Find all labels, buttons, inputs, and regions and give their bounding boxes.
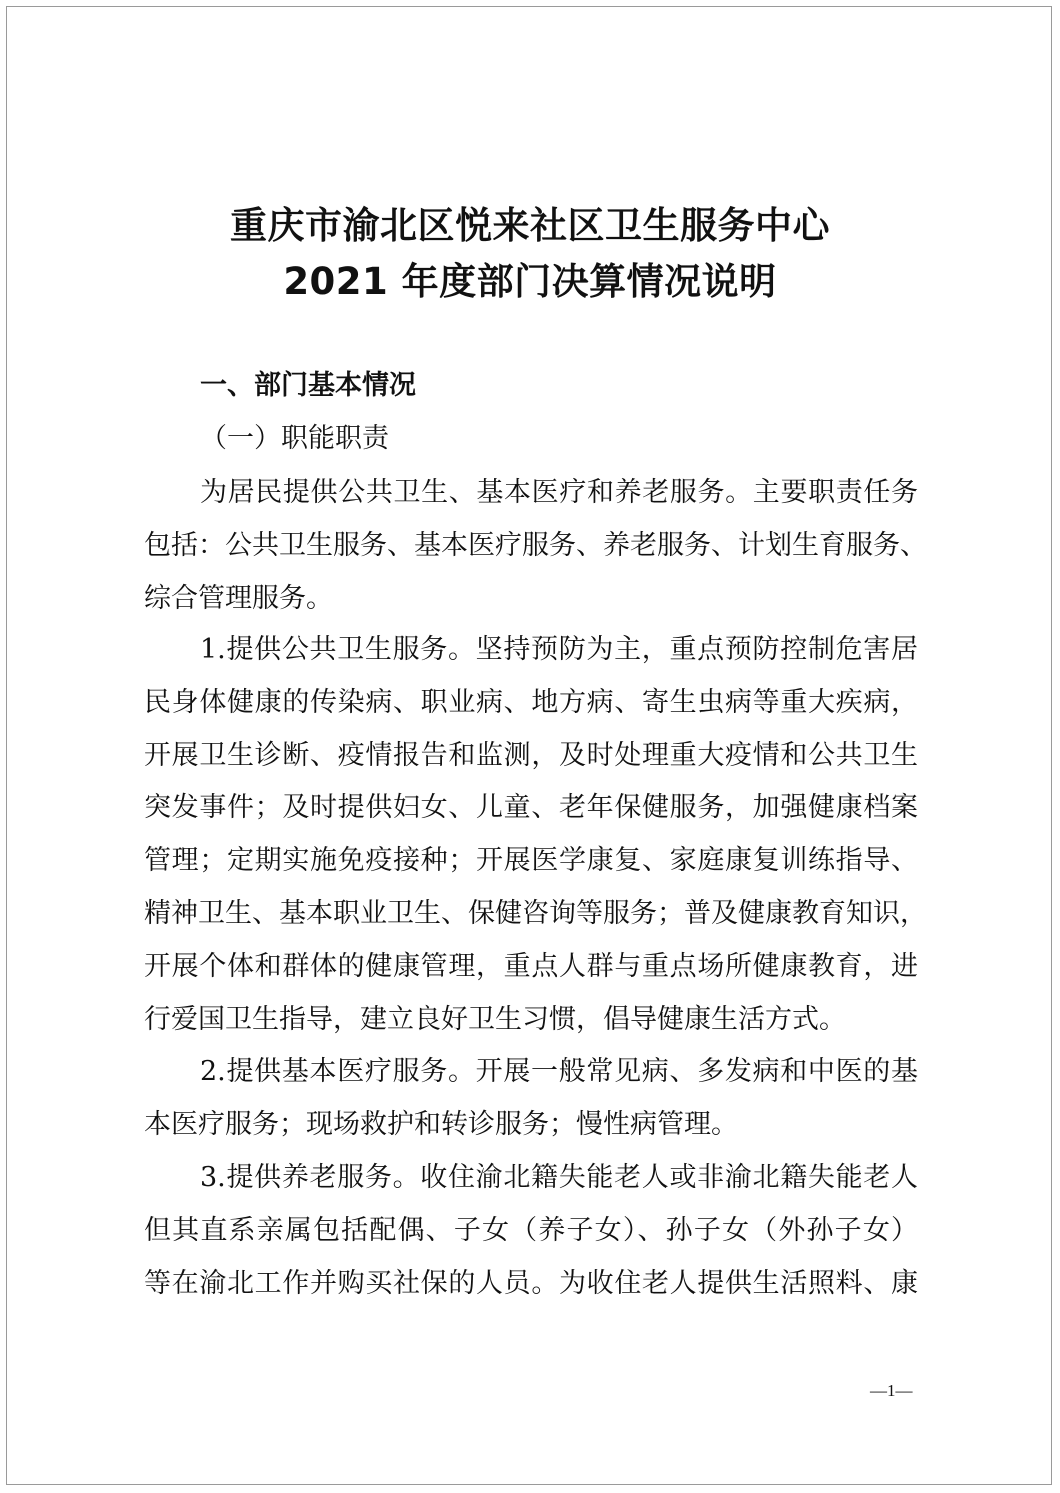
document-title-line1: 重庆市渝北区悦来社区卫生服务中心 [230,204,830,247]
body-line: 精神卫生、基本职业卫生、保健咨询等服务；普及健康教育知识， [144,898,927,929]
body-line: 为居民提供公共卫生、基本医疗和养老服务。主要职责任务 [200,477,918,508]
body-line: 包括：公共卫生服务、基本医疗服务、养老服务、计划生育服务、 [144,530,927,561]
document-title-line2: 2021 年度部门决算情况说明 [283,260,777,303]
body-line: 本医疗服务；现场救护和转诊服务；慢性病管理。 [144,1109,738,1140]
body-line: 1.提供公共卫生服务。坚持预防为主，重点预防控制危害居 [200,634,918,665]
body-line: 突发事件；及时提供妇女、儿童、老年保健服务，加强健康档案 [144,792,918,823]
page-number: —1— [870,1381,913,1400]
body-line: 3.提供养老服务。收住渝北籍失能老人或非渝北籍失能老人 [200,1162,918,1193]
body-line: 开展个体和群体的健康管理，重点人群与重点场所健康教育，进 [144,951,918,982]
body-line: 民身体健康的传染病、职业病、地方病、寄生虫病等重大疾病， [144,687,918,718]
body-line: 等在渝北工作并购买社保的人员。为收住老人提供生活照料、康 [144,1268,918,1299]
body-line: 但其直系亲属包括配偶、子女（养子女）、孙子女（外孙子女） [144,1215,918,1246]
body-line: 开展卫生诊断、疫情报告和监测，及时处理重大疫情和公共卫生 [144,740,918,771]
section-heading: 一、部门基本情况 [200,370,416,401]
body-line: 2.提供基本医疗服务。开展一般常见病、多发病和中医的基 [200,1056,918,1087]
body-line: 行爱国卫生指导，建立良好卫生习惯，倡导健康生活方式。 [144,1004,846,1035]
subsection-heading: （一）职能职责 [200,423,389,454]
body-line: 管理；定期实施免疫接种；开展医学康复、家庭康复训练指导、 [144,845,918,876]
body-line: 综合管理服务。 [144,583,333,614]
